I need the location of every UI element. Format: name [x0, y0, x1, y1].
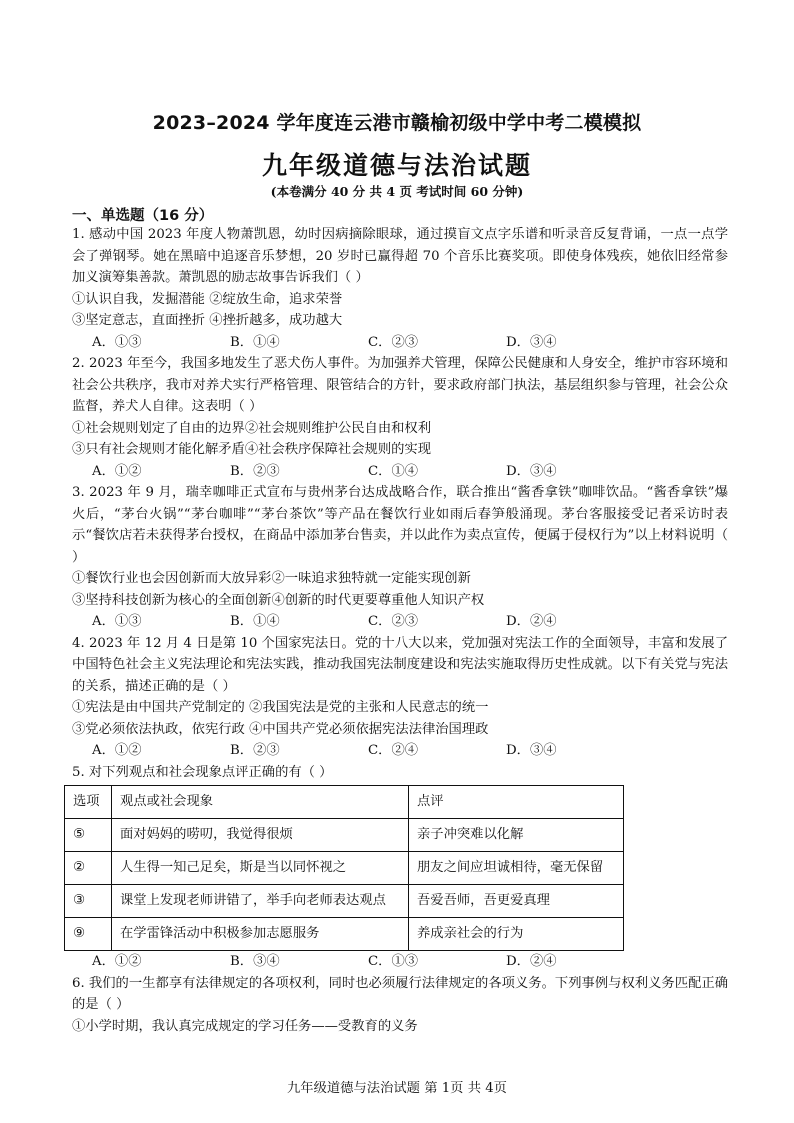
section-heading: 一、单选题（16 分） — [72, 208, 214, 224]
question-stem: 5. 对下列观点和社会现象点评正确的有（ ） — [72, 764, 333, 780]
table-cell: ③ — [65, 885, 112, 918]
table-header: 观点或社会现象 — [112, 786, 409, 819]
question-item: ①餐饮行业也会因创新而大放异彩②一味追求独特就一定能实现创新 — [72, 571, 471, 586]
table-cell: 在学雷锋活动中积极参加志愿服务 — [112, 918, 409, 951]
subject-title: 九年级道德与法治试题 — [261, 151, 532, 180]
option-b: B．③④ — [230, 954, 280, 969]
question-item: ①小学时期，我认真完成规定的学习任务——受教育的义务 — [72, 1018, 418, 1034]
table-cell: ⑨ — [65, 918, 112, 951]
table-row — [65, 918, 624, 951]
question-3 — [72, 482, 728, 633]
table-row — [65, 819, 624, 852]
question-item: ③党必须依法执政，依宪行政 ④中国共产党必须依据宪法法律治国理政 — [72, 721, 489, 737]
question-stem: 1. 感动中国 2023 年度人物萧凯恩，幼时因病摘除眼球，通过摸盲文点字乐谱和听录音反复背诵，一点一点学会了弹钢琴。她在黑暗中追逐音乐梦想，20 岁时已赢得超 70 个音乐比赛奖项。即使身体残疾，她依旧经常参加义演筹集善款。萧凯恩的励志故事告诉我们（ ） — [72, 227, 728, 285]
option-b: B．②③ — [230, 463, 280, 479]
exam-note: (本卷满分 40 分 共 4 页 考试时间 60 分钟) — [270, 184, 524, 199]
option-d: D．③④ — [506, 463, 557, 479]
option-a: A．①③ — [92, 614, 142, 629]
exam-title: 2023–2024 学年度连云港市赣榆初级中学中考二模模拟 — [152, 112, 642, 134]
option-c: C．②③ — [368, 334, 419, 350]
table-header-row — [65, 786, 624, 819]
answer-options — [72, 951, 728, 973]
table-row — [65, 885, 624, 918]
page-footer: 九年级道德与法治试题 第 1页 共 4页 — [287, 1081, 507, 1096]
question-stem: 2. 2023 年至今，我国多地发生了恶犬伤人事件。为加强养犬管理，保障公民健康和人身安全，维护市容环境和社会公共秩序，我市对养犬实行严格管理、限管结合的方针，要求政府部门执法，基层组织参与管理，社会公众监督，养犬人自律。这表明（ ） — [72, 356, 728, 414]
question-item: ①社会规则划定了自由的边界②社会规则维护公民自由和权利 — [72, 420, 432, 436]
option-d: D．③④ — [506, 334, 557, 350]
table-header: 选项 — [65, 786, 112, 819]
answer-options — [72, 740, 728, 762]
question-item: ③坚持科技创新为核心的全面创新④创新的时代更要尊重他人知识产权 — [72, 592, 485, 608]
answer-options — [72, 611, 728, 633]
table-cell: 人生得一知己足矣，斯是当以同怀视之 — [112, 852, 409, 885]
table-cell: ② — [65, 852, 112, 885]
option-c: C．①④ — [368, 463, 419, 479]
table-cell: 课堂上发现老师讲错了，举手向老师表达观点 — [112, 885, 409, 918]
answer-options — [72, 461, 728, 483]
answer-options — [72, 332, 728, 354]
option-b: B．①④ — [230, 614, 280, 629]
option-b: B．①④ — [230, 334, 280, 350]
question-1 — [72, 224, 728, 353]
option-a: A．①② — [92, 954, 142, 969]
option-d: D．②④ — [506, 954, 557, 969]
option-a: A．①③ — [92, 334, 142, 350]
table-cell: 亲子冲突难以化解 — [409, 819, 624, 852]
option-a: A．①② — [92, 743, 142, 758]
option-d: D．②④ — [506, 614, 557, 629]
table-header: 点评 — [409, 786, 624, 819]
question-item: ①认识自我，发掘潜能 ②绽放生命，追求荣誉 — [72, 291, 343, 307]
table-cell: ⑤ — [65, 819, 112, 852]
question-stem: 6. 我们的一生都享有法律规定的各项权利，同时也必须履行法律规定的各项义务。下列事例与权利义务匹配正确的是（ ） — [72, 975, 728, 1012]
question-6 — [72, 973, 728, 1038]
option-c: C．②③ — [368, 614, 419, 629]
table-cell: 朋友之间应坦诚相待，毫无保留 — [409, 852, 624, 885]
question-item: ③只有社会规则才能化解矛盾④社会秩序保障社会规则的实现 — [72, 442, 432, 457]
question-4 — [72, 633, 728, 762]
option-b: B．②③ — [230, 743, 280, 758]
question-5 — [72, 762, 728, 973]
question-2 — [72, 353, 728, 482]
questions-area — [72, 224, 728, 1037]
table-cell: 养成亲社会的行为 — [409, 918, 624, 951]
question-stem: 4. 2023 年 12 月 4 日是第 10 个国家宪法日。党的十八大以来，党加强对宪法工作的全面领导，丰富和发展了中国特色社会主义宪法理论和宪法实践，推动我国宪法制度建设和宪法实施取得历史性成就。以下有关党与宪法的关系，描述正确的是（ ） — [72, 635, 728, 694]
table-row — [65, 852, 624, 885]
table-cell: 吾爱吾师，吾更爱真理 — [409, 885, 624, 918]
option-d: D．③④ — [506, 743, 557, 758]
table-cell: 面对妈妈的唠叨，我觉得很烦 — [112, 819, 409, 852]
viewpoint-table — [64, 785, 624, 951]
question-stem: 3. 2023 年 9 月，瑞幸咖啡正式宣布与贵州茅台达成战略合作，联合推出“酱香拿铁”咖啡饮品。“酱香拿铁”爆火后，“茅台火锅”“茅台咖啡”“茅台茶饮”等产品在餐饮行业如雨后春笋般涌现。茅台客服接受记者采访时表示“餐饮店若未获得茅台授权，在商品中添加茅台售卖，并以此作为卖点宣传，便属于侵权行为”以上材料说明（ ） — [72, 485, 728, 565]
option-c: C．②④ — [368, 743, 419, 758]
option-c: C．①③ — [368, 954, 419, 969]
question-item: ③坚定意志，直面挫折 ④挫折越多，成功越大 — [72, 313, 343, 328]
question-item: ①宪法是由中国共产党制定的 ②我国宪法是党的主张和人民意志的统一 — [72, 700, 489, 715]
option-a: A．①② — [92, 463, 142, 479]
